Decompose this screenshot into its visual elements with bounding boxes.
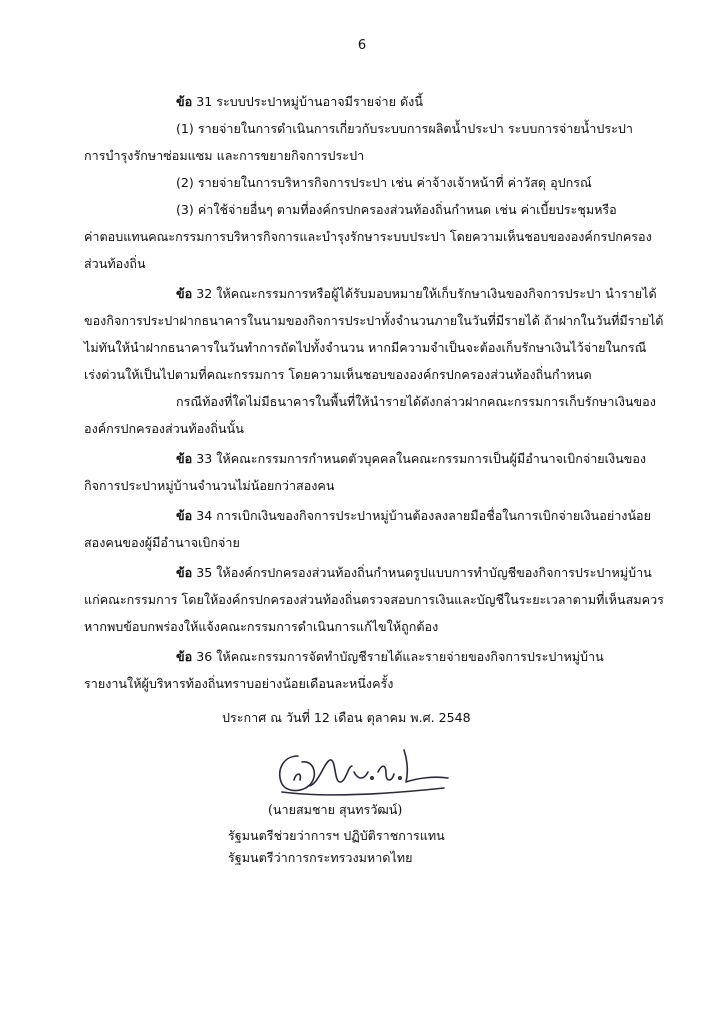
section-number: 32 (196, 286, 213, 301)
signature-image (268, 742, 458, 802)
section-34-heading (84, 502, 656, 529)
section-31-heading (84, 88, 656, 115)
section-keyword: ข้อ (176, 94, 193, 109)
section-text: ให้องค์กรปกครองส่วนท้องถิ่นกำหนดรูปแบบการทำบัญชีของกิจการประปาหมู่บ้าน (216, 565, 652, 580)
section-31-item-3: (3) ค่าใช้จ่ายอื่นๆ ตามที่องค์กรปกครองส่วนท้องถิ่นกำหนด เช่น ค่าเบี้ยประชุมหรือ (176, 202, 617, 217)
section-36-line-2: รายงานให้ผู้บริหารท้องถิ่นทราบอย่างน้อยเดือนละหนึ่งครั้ง (84, 676, 394, 691)
section-32-heading (84, 280, 656, 307)
section-31-item-2: (2) รายจ่ายในการบริหารกิจการประปา เช่น ค่าจ้างเจ้าหน้าที่ ค่าวัสดุ อุปกรณ์ (176, 175, 592, 190)
section-32-line-2: ของกิจการประปาฝากธนาคารในนามของกิจการประปาทั้งจำนวนภายในวันที่มีรายได้ ถ้าฝากในวันที่มีรายได้ (84, 313, 664, 328)
announcement-date: ประกาศ ณ วันที่ 12 เดือน ตุลาคม พ.ศ. 2548 (222, 710, 471, 725)
section-33-heading (84, 445, 656, 472)
section-text: ให้คณะกรรมการจัดทำบัญชีรายได้และรายจ่ายของกิจการประปาหมู่บ้าน (216, 649, 604, 664)
section-32-line-6: องค์กรปกครองส่วนท้องถิ่นนั้น (84, 421, 244, 436)
section-31-item-1-cont: การบำรุงรักษาซ่อมแซม และการขยายกิจการประปา (84, 148, 365, 163)
section-text: ให้คณะกรรมการหรือผู้ได้รับมอบหมายให้เก็บรักษาเงินของกิจการประปา นำรายได้ (216, 286, 657, 301)
section-34-line-2: สองคนของผู้มีอำนาจเบิกจ่าย (84, 535, 240, 550)
section-number: 33 (196, 451, 213, 466)
signer-name: (นายสมชาย สุนทรวัฒน์) (268, 802, 403, 817)
section-35-heading (84, 559, 656, 586)
section-text: ให้คณะกรรมการกำหนดตัวบุคคลในคณะกรรมการเป็นผู้มีอำนาจเบิกจ่ายเงินของ (216, 451, 647, 466)
section-keyword: ข้อ (176, 286, 193, 301)
section-text: ระบบประปาหมู่บ้านอาจมีรายจ่าย ดังนี้ (216, 94, 423, 109)
section-keyword: ข้อ (176, 508, 193, 523)
section-number: 31 (196, 94, 213, 109)
regulation-body (84, 88, 664, 697)
section-31-item-1: (1) รายจ่ายในการดำเนินการเกี่ยวกับระบบการผลิตน้ำประปา ระบบการจ่ายน้ำประปา (176, 121, 633, 136)
section-35-line-2: แก่คณะกรรมการ โดยให้องค์กรปกครองส่วนท้องถิ่นตรวจสอบการเงินและบัญชีในระยะเวลาตามที่เห็นสมควร (84, 592, 664, 607)
section-32-line-5: กรณีท้องที่ใดไม่มีธนาคารในพื้นที่ให้นำรายได้ดังกล่าวฝากคณะกรรมการเก็บรักษาเงินของ (176, 394, 656, 409)
section-33-line-2: กิจการประปาหมู่บ้านจำนวนไม่น้อยกว่าสองคน (84, 478, 335, 493)
section-number: 35 (196, 565, 213, 580)
section-36-heading (84, 643, 656, 670)
section-32-line-3: ไม่ทันให้นำฝากธนาคารในวันทำการถัดไปทั้งจำนวน หากมีความจำเป็นจะต้องเก็บรักษาเงินไว้จ่ายในกรณี (84, 340, 647, 355)
signer-title-2: รัฐมนตรีว่าการกระทรวงมหาดไทย (228, 850, 413, 865)
section-31-item-3-end: ส่วนท้องถิ่น (84, 256, 146, 271)
section-keyword: ข้อ (176, 649, 193, 664)
page-number: 6 (357, 38, 367, 53)
section-text: การเบิกเงินของกิจการประปาหมู่บ้านต้องลงลายมือชื่อในการเบิกจ่ายเงินอย่างน้อย (216, 508, 652, 523)
section-32-line-4: เร่งด่วนให้เป็นไปตามที่คณะกรรมการ โดยความเห็นชอบขององค์กรปกครองส่วนท้องถิ่นกำหนด (84, 367, 592, 382)
section-31-item-3-cont: ค่าตอบแทนคณะกรรมการบริหารกิจการและบำรุงรักษาระบบประปา โดยความเห็นชอบขององค์กรปกครอง (84, 229, 652, 244)
section-keyword: ข้อ (176, 565, 193, 580)
section-keyword: ข้อ (176, 451, 193, 466)
signer-title-1: รัฐมนตรีช่วยว่าการฯ ปฏิบัติราชการแทน (228, 828, 445, 843)
section-35-line-3: หากพบข้อบกพร่องให้แจ้งคณะกรรมการดำเนินการแก้ไขให้ถูกต้อง (84, 619, 439, 634)
section-number: 34 (196, 508, 213, 523)
section-number: 36 (196, 649, 213, 664)
